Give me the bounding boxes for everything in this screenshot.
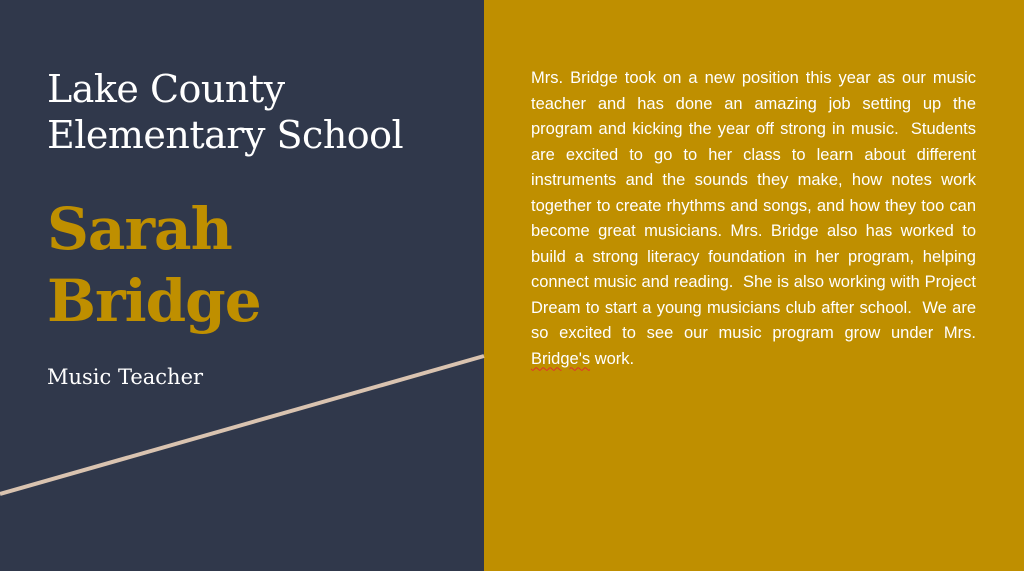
person-name xyxy=(47,193,261,337)
person-first-name: Sarah xyxy=(47,195,232,263)
school-name xyxy=(47,66,403,158)
person-last-name: Bridge xyxy=(47,267,261,335)
bio-flagged-word: Bridge's xyxy=(531,349,591,368)
bio-paragraph xyxy=(531,66,981,372)
school-name-line2: Elementary School xyxy=(47,113,404,157)
bio-text: Mrs. Bridge took on a new position this year as our music teacher and has done an amazing job setting up the program and kicking the year off strong in music. Students are excited to go to her class to learn about different instruments and the sounds they make, how notes work together to create rhythms and songs, and how they too can become great musicians. Mrs. Bridge also has worked to build a strong literacy foundation in her program, helping connect music and reading. She is also working with Project Dream to start a young musicians club after school. We are so excited to see our music program grow under Mrs. xyxy=(531,69,981,342)
bio-end: work. xyxy=(590,349,635,368)
job-title: Music Teacher xyxy=(47,365,204,389)
school-name-line1: Lake County xyxy=(47,67,285,111)
